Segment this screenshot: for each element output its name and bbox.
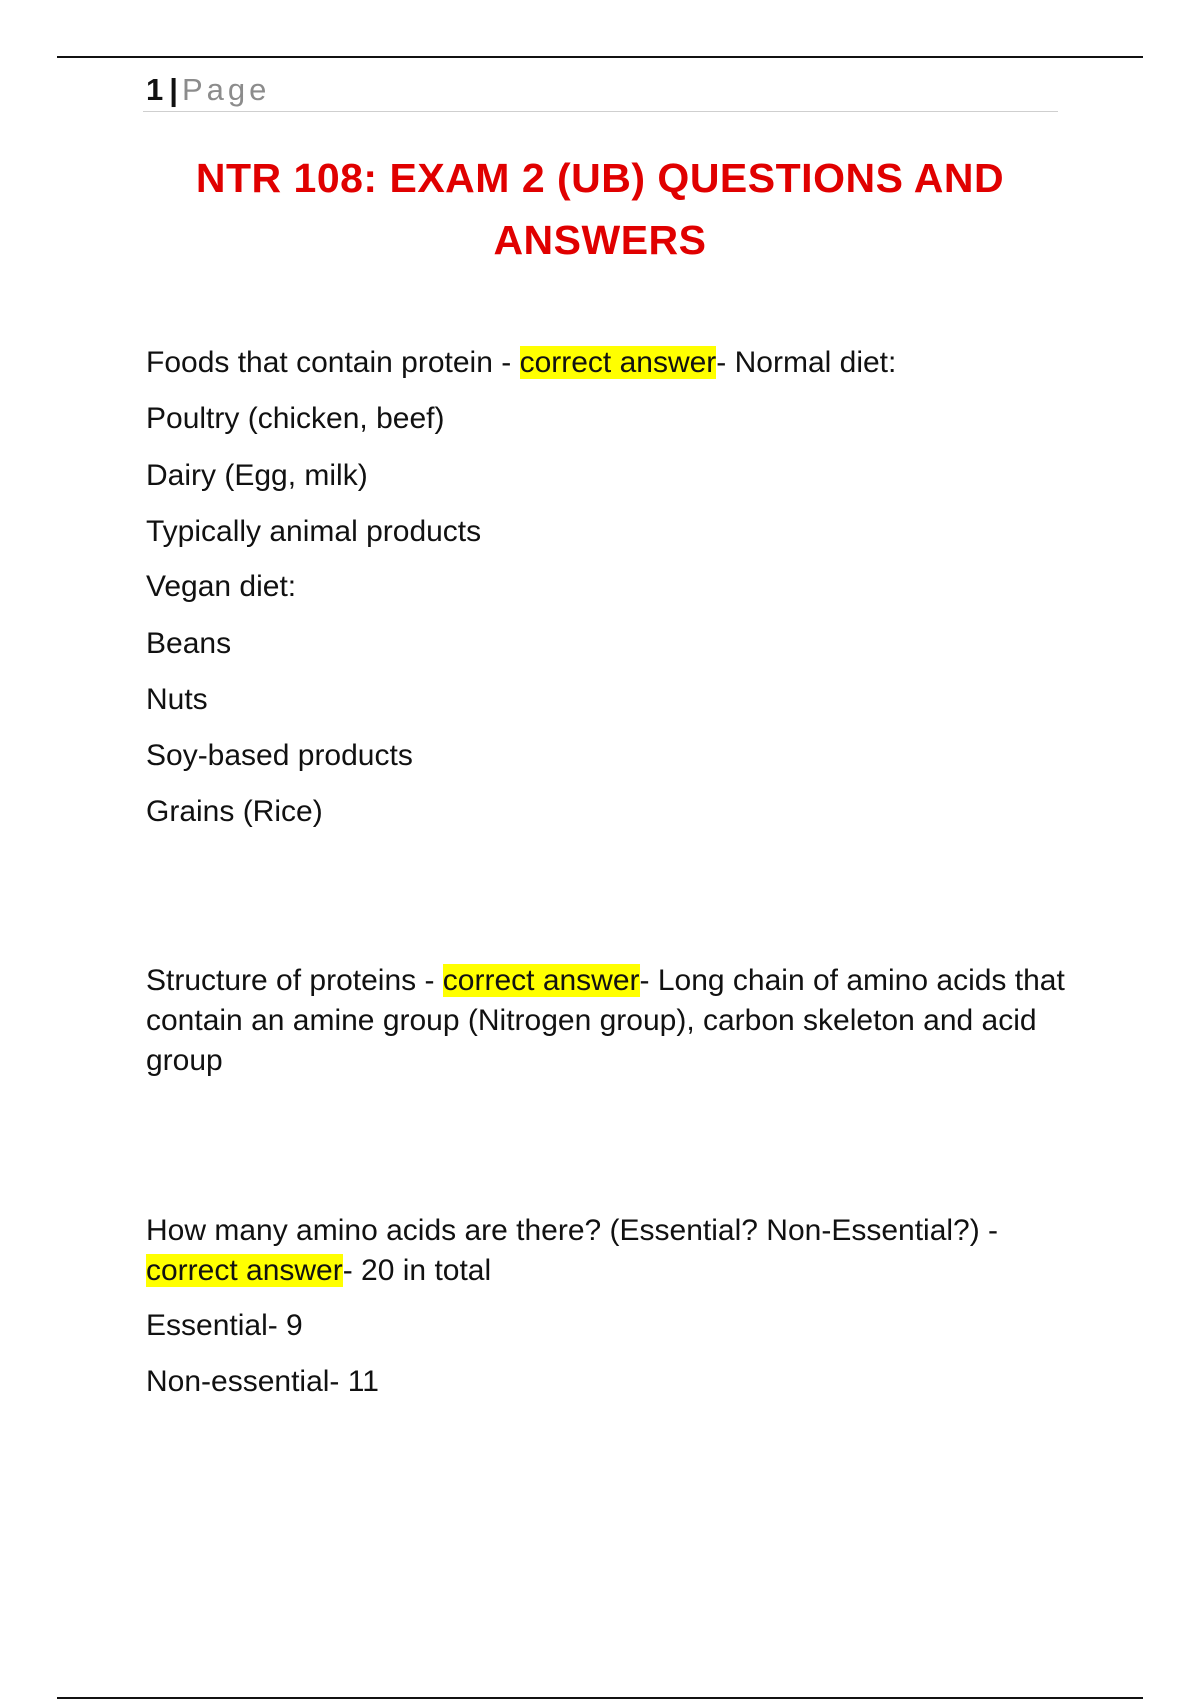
qa2-answer-text: - Long chain of amino acids that contain an amine group (Nitrogen group), carbon skeleton and acid group — [146, 964, 1065, 1077]
qa1-question — [146, 343, 896, 383]
qa1-answer-line: Poultry (chicken, beef) — [146, 402, 445, 435]
title-line-1: NTR 108: EXAM 2 (UB) QUESTIONS AND — [195, 155, 1005, 201]
qa3-answer-marker: correct answer — [146, 1254, 343, 1287]
qa1-answer-line: Soy-based products — [146, 739, 413, 772]
qa1-answer-line: Beans — [146, 627, 232, 660]
page-number: 1 — [146, 72, 164, 107]
qa2-question-text: Structure of proteins - — [146, 964, 443, 997]
page-label: Page — [181, 72, 271, 107]
title-line-2: ANSWERS — [493, 217, 707, 263]
qa1-answer-line: Grains (Rice) — [146, 795, 323, 828]
qa1-question-text: Foods that contain protein - — [146, 346, 520, 379]
qa2-paragraph — [146, 961, 1076, 1081]
qa1-answer-line: Vegan diet: — [146, 570, 297, 603]
qa3-question-text: How many amino acids are there? (Essential? Non-Essential?) - — [146, 1214, 999, 1247]
qa1-answer-start: - Normal diet: — [716, 346, 897, 379]
document-title — [100, 147, 1100, 271]
qa3-answer-line: Essential- 9 — [146, 1309, 303, 1342]
header-divider — [143, 111, 1058, 112]
qa1-answer-line: Nuts — [146, 683, 208, 716]
page-separator: | — [169, 72, 178, 107]
qa3-paragraph — [146, 1211, 1096, 1291]
qa3-answer-line: Non-essential- 11 — [146, 1365, 379, 1398]
bottom-rule — [57, 1697, 1143, 1699]
top-rule — [57, 56, 1143, 58]
qa1-answer-line: Dairy (Egg, milk) — [146, 459, 368, 492]
qa3-answer-start: - 20 in total — [342, 1254, 492, 1287]
qa1-answer-marker: correct answer — [519, 346, 717, 379]
qa2-answer-marker: correct answer — [442, 964, 640, 997]
qa1-answer-line: Typically animal products — [146, 515, 482, 548]
page-header — [146, 70, 270, 110]
